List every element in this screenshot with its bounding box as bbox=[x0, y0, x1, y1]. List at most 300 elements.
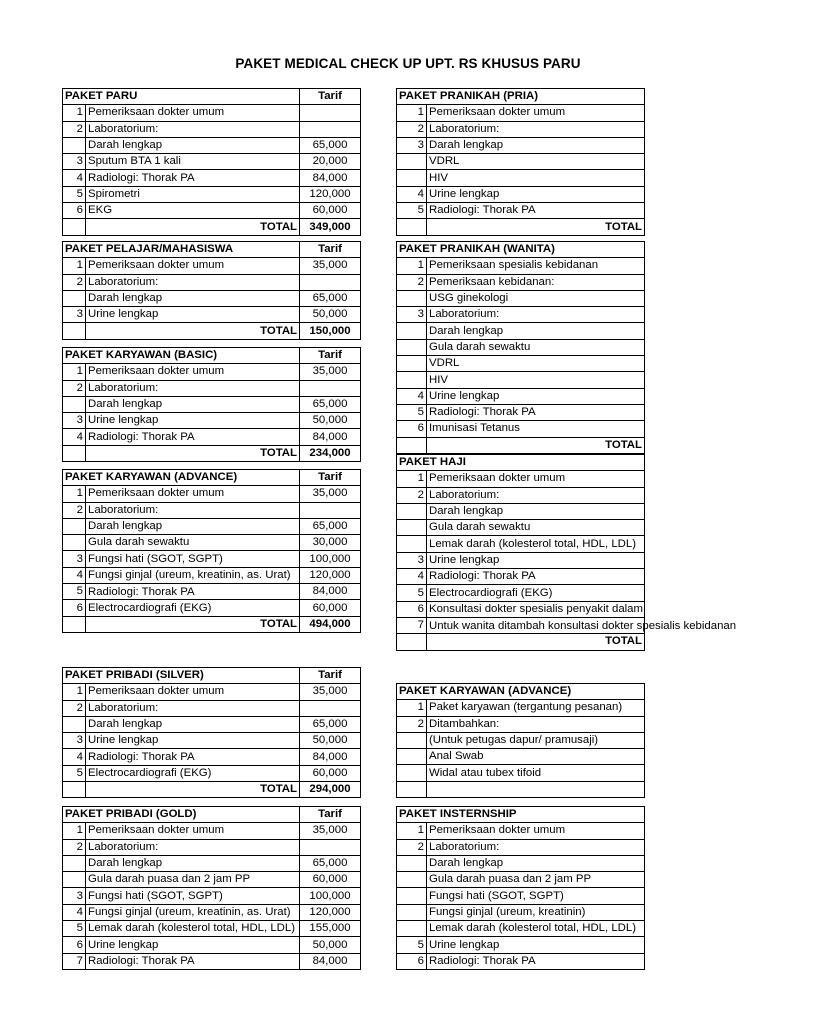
item-name: Untuk wanita ditambah konsultasi dokter spesialis kebidanan bbox=[427, 617, 645, 633]
item-name: Laboratorium: bbox=[86, 274, 300, 290]
table-row bbox=[63, 413, 361, 429]
item-name: Pemeriksaan dokter umum bbox=[86, 364, 300, 380]
item-name: Sputum BTA 1 kali bbox=[86, 154, 300, 170]
item-tarif bbox=[300, 502, 361, 518]
table-row bbox=[397, 585, 645, 601]
total-label: TOTAL bbox=[427, 437, 645, 453]
table-row bbox=[63, 258, 361, 274]
item-name: Darah lengkap bbox=[427, 137, 645, 153]
table-row bbox=[63, 137, 361, 153]
item-number: 4 bbox=[63, 567, 86, 583]
total-row bbox=[63, 219, 361, 235]
item-number bbox=[397, 732, 427, 748]
table-paket-haji bbox=[396, 454, 737, 651]
item-number bbox=[63, 518, 86, 534]
item-name: Pemeriksaan dokter umum bbox=[427, 105, 645, 121]
item-number: 3 bbox=[63, 733, 86, 749]
table-header-row bbox=[63, 807, 361, 823]
item-tarif: 84,000 bbox=[300, 584, 361, 600]
table-row bbox=[397, 186, 645, 202]
item-number: 3 bbox=[397, 137, 427, 153]
item-number: 7 bbox=[63, 953, 86, 969]
item-number bbox=[63, 855, 86, 871]
item-tarif: 155,000 bbox=[300, 921, 361, 937]
item-name: Electrocardiografi (EKG) bbox=[427, 585, 645, 601]
item-tarif: 50,000 bbox=[300, 937, 361, 953]
item-number bbox=[397, 323, 427, 339]
item-tarif: 84,000 bbox=[300, 953, 361, 969]
item-name: Darah lengkap bbox=[427, 503, 645, 519]
item-name: Laboratorium: bbox=[86, 121, 300, 137]
item-tarif: 35,000 bbox=[300, 823, 361, 839]
table-row bbox=[63, 600, 361, 616]
total-value: 349,000 bbox=[300, 219, 361, 235]
item-name: Pemeriksaan dokter umum bbox=[86, 684, 300, 700]
table-row bbox=[397, 872, 645, 888]
item-number: 2 bbox=[63, 839, 86, 855]
item-number bbox=[397, 855, 427, 871]
table-row bbox=[397, 503, 645, 519]
item-name: Ditambahkan: bbox=[427, 716, 645, 732]
item-name: Urine lengkap bbox=[86, 733, 300, 749]
item-number: 7 bbox=[397, 617, 427, 633]
item-name: Darah lengkap bbox=[86, 290, 300, 306]
table-row bbox=[397, 716, 645, 732]
item-number bbox=[397, 170, 427, 186]
item-number bbox=[63, 290, 86, 306]
item-name: Paket karyawan (tergantung pesanan) bbox=[427, 700, 645, 716]
item-tarif: 65,000 bbox=[300, 518, 361, 534]
item-number: 3 bbox=[63, 154, 86, 170]
item-number: 2 bbox=[63, 121, 86, 137]
item-name: Pemeriksaan kebidanan: bbox=[427, 274, 645, 290]
item-name: Fungsi ginjal (ureum, kreatinin) bbox=[427, 904, 645, 920]
item-number: 5 bbox=[63, 921, 86, 937]
item-number bbox=[397, 154, 427, 170]
item-name: Laboratorium: bbox=[427, 487, 645, 503]
item-name: Darah lengkap bbox=[86, 716, 300, 732]
total-label: TOTAL bbox=[86, 323, 300, 339]
item-tarif: 60,000 bbox=[300, 600, 361, 616]
item-name: (Untuk petugas dapur/ pramusaji) bbox=[427, 732, 645, 748]
table-row bbox=[397, 749, 645, 765]
table-row bbox=[63, 700, 361, 716]
table-row bbox=[397, 765, 645, 781]
item-number bbox=[397, 921, 427, 937]
item-tarif: 50,000 bbox=[300, 733, 361, 749]
item-name: Darah lengkap bbox=[86, 137, 300, 153]
table-row bbox=[63, 733, 361, 749]
item-name: Urine lengkap bbox=[427, 388, 645, 404]
table-paket-pranikah-pria bbox=[396, 88, 645, 236]
total-label: TOTAL bbox=[427, 219, 645, 235]
item-number: 3 bbox=[63, 307, 86, 323]
item-number: 2 bbox=[397, 839, 427, 855]
item-number: 6 bbox=[397, 601, 427, 617]
table-row bbox=[397, 137, 645, 153]
package-name: PAKET PRIBADI (GOLD) bbox=[63, 807, 300, 823]
item-name: Gula darah sewaktu bbox=[86, 535, 300, 551]
item-number: 2 bbox=[397, 121, 427, 137]
item-number: 6 bbox=[63, 937, 86, 953]
total-row bbox=[63, 445, 361, 461]
page-title: PAKET MEDICAL CHECK UP UPT. RS KHUSUS PARU bbox=[235, 56, 581, 71]
item-number: 5 bbox=[63, 186, 86, 202]
table-row bbox=[397, 258, 645, 274]
item-name: Radiologi: Thorak PA bbox=[86, 429, 300, 445]
item-tarif: 100,000 bbox=[300, 888, 361, 904]
table-row bbox=[397, 921, 645, 937]
table-row bbox=[397, 569, 645, 585]
item-number: 6 bbox=[63, 203, 86, 219]
item-name: VDRL bbox=[427, 356, 645, 372]
item-number: 5 bbox=[63, 765, 86, 781]
item-name: Radiologi: Thorak PA bbox=[427, 569, 645, 585]
table-row bbox=[397, 700, 645, 716]
table-row bbox=[63, 855, 361, 871]
item-number: 3 bbox=[63, 413, 86, 429]
table-paket-karyawan-basic bbox=[62, 347, 361, 462]
item-name: Urine lengkap bbox=[427, 937, 645, 953]
item-number: 6 bbox=[397, 953, 427, 969]
table-row bbox=[63, 186, 361, 202]
table-row bbox=[397, 781, 645, 797]
item-name: Gula darah sewaktu bbox=[427, 339, 645, 355]
item-tarif: 35,000 bbox=[300, 684, 361, 700]
item-name: Lemak darah (kolesterol total, HDL, LDL) bbox=[86, 921, 300, 937]
item-number bbox=[63, 716, 86, 732]
item-tarif: 30,000 bbox=[300, 535, 361, 551]
item-name: Laboratorium: bbox=[427, 307, 645, 323]
package-name: PAKET PARU bbox=[63, 89, 300, 105]
item-name: Pemeriksaan dokter umum bbox=[427, 823, 645, 839]
table-row bbox=[397, 154, 645, 170]
table-row bbox=[397, 105, 645, 121]
item-number bbox=[63, 535, 86, 551]
item-number: 5 bbox=[397, 585, 427, 601]
item-name: Gula darah puasa dan 2 jam PP bbox=[427, 872, 645, 888]
total-value: 294,000 bbox=[300, 782, 361, 798]
item-tarif: 100,000 bbox=[300, 551, 361, 567]
item-name: Radiologi: Thorak PA bbox=[86, 584, 300, 600]
table-row bbox=[397, 953, 645, 969]
item-name: Laboratorium: bbox=[86, 380, 300, 396]
item-number: 1 bbox=[397, 105, 427, 121]
item-number: 6 bbox=[397, 421, 427, 437]
item-number bbox=[397, 520, 427, 536]
table-row bbox=[63, 567, 361, 583]
item-name: Urine lengkap bbox=[86, 937, 300, 953]
table-row bbox=[63, 396, 361, 412]
item-number bbox=[397, 888, 427, 904]
table-row bbox=[63, 584, 361, 600]
item-number: 4 bbox=[397, 388, 427, 404]
item-tarif: 65,000 bbox=[300, 290, 361, 306]
item-name: Fungsi hati (SGOT, SGPT) bbox=[86, 551, 300, 567]
item-name: Laboratorium: bbox=[86, 700, 300, 716]
item-name: Urine lengkap bbox=[86, 413, 300, 429]
item-name: Pemeriksaan dokter umum bbox=[86, 486, 300, 502]
item-number bbox=[397, 503, 427, 519]
table-paket-pribadi-gold bbox=[62, 806, 361, 970]
table-header-row bbox=[63, 470, 361, 486]
table-row bbox=[397, 601, 645, 617]
item-number bbox=[397, 749, 427, 765]
table-header-row bbox=[397, 807, 645, 823]
item-number bbox=[397, 872, 427, 888]
table-row bbox=[397, 471, 645, 487]
item-name: Laboratorium: bbox=[86, 502, 300, 518]
item-number: 4 bbox=[63, 429, 86, 445]
item-number: 5 bbox=[63, 584, 86, 600]
blank-cell bbox=[397, 634, 427, 650]
item-number: 2 bbox=[63, 502, 86, 518]
item-name: Darah lengkap bbox=[86, 396, 300, 412]
item-tarif: 60,000 bbox=[300, 203, 361, 219]
table-row bbox=[63, 307, 361, 323]
item-name: Electrocardiografi (EKG) bbox=[86, 600, 300, 616]
item-tarif: 35,000 bbox=[300, 364, 361, 380]
item-number: 4 bbox=[397, 569, 427, 585]
item-name: Gula darah sewaktu bbox=[427, 520, 645, 536]
item-number: 1 bbox=[63, 486, 86, 502]
item-tarif bbox=[300, 839, 361, 855]
item-tarif: 120,000 bbox=[300, 186, 361, 202]
table-header-row bbox=[397, 684, 645, 700]
item-number: 3 bbox=[397, 552, 427, 568]
table-header-row bbox=[63, 242, 361, 258]
item-number: 2 bbox=[397, 487, 427, 503]
total-row bbox=[397, 219, 645, 235]
table-row bbox=[63, 765, 361, 781]
item-number: 4 bbox=[63, 904, 86, 920]
item-number bbox=[397, 339, 427, 355]
total-row bbox=[63, 782, 361, 798]
tarif-header: Tarif bbox=[300, 348, 361, 364]
table-header-row bbox=[397, 242, 645, 258]
item-number: 1 bbox=[63, 258, 86, 274]
item-tarif: 84,000 bbox=[300, 429, 361, 445]
item-name: Pemeriksaan dokter umum bbox=[86, 258, 300, 274]
package-name: PAKET KARYAWAN (ADVANCE) bbox=[397, 684, 645, 700]
item-name: Pemeriksaan dokter umum bbox=[86, 823, 300, 839]
total-label: TOTAL bbox=[86, 445, 300, 461]
table-row bbox=[397, 732, 645, 748]
table-row bbox=[63, 535, 361, 551]
item-tarif: 120,000 bbox=[300, 904, 361, 920]
item-name: Radiologi: Thorak PA bbox=[427, 953, 645, 969]
table-row bbox=[63, 502, 361, 518]
item-tarif bbox=[300, 121, 361, 137]
item-number: 4 bbox=[397, 186, 427, 202]
item-number: 3 bbox=[63, 551, 86, 567]
item-name: Laboratorium: bbox=[427, 121, 645, 137]
item-name: Widal atau tubex tifoid bbox=[427, 765, 645, 781]
blank-cell bbox=[63, 782, 86, 798]
item-tarif: 60,000 bbox=[300, 765, 361, 781]
item-tarif: 35,000 bbox=[300, 258, 361, 274]
item-number bbox=[397, 781, 427, 797]
package-name: PAKET PELAJAR/MAHASISWA bbox=[63, 242, 300, 258]
item-name: Fungsi ginjal (ureum, kreatinin, as. Urat) bbox=[86, 567, 300, 583]
table-paket-pelajar bbox=[62, 241, 361, 340]
item-number: 1 bbox=[63, 364, 86, 380]
table-row bbox=[63, 518, 361, 534]
blank-cell bbox=[63, 219, 86, 235]
table-row bbox=[397, 552, 645, 568]
table-row bbox=[63, 684, 361, 700]
item-name: Lemak darah (kolesterol total, HDL, LDL) bbox=[427, 921, 645, 937]
table-row bbox=[397, 937, 645, 953]
item-tarif: 65,000 bbox=[300, 396, 361, 412]
table-row bbox=[63, 904, 361, 920]
table-paket-karyawan-advance-2 bbox=[396, 683, 645, 798]
item-number: 1 bbox=[397, 823, 427, 839]
table-row bbox=[397, 388, 645, 404]
item-tarif: 50,000 bbox=[300, 307, 361, 323]
table-row bbox=[397, 290, 645, 306]
blank-cell bbox=[63, 323, 86, 339]
item-number: 3 bbox=[63, 888, 86, 904]
table-row bbox=[397, 536, 645, 552]
package-name: PAKET KARYAWAN (BASIC) bbox=[63, 348, 300, 364]
item-name: Electrocardiografi (EKG) bbox=[86, 765, 300, 781]
tarif-header: Tarif bbox=[300, 668, 361, 684]
item-name: Urine lengkap bbox=[427, 552, 645, 568]
item-name: USG ginekologi bbox=[427, 290, 645, 306]
table-row bbox=[63, 203, 361, 219]
item-tarif bbox=[300, 274, 361, 290]
item-number: 2 bbox=[63, 700, 86, 716]
blank-cell bbox=[63, 616, 86, 632]
item-number bbox=[63, 872, 86, 888]
tarif-header: Tarif bbox=[300, 470, 361, 486]
item-name: Konsultasi dokter spesialis penyakit dalam bbox=[427, 601, 645, 617]
table-header-row bbox=[397, 89, 645, 105]
item-tarif: 20,000 bbox=[300, 154, 361, 170]
total-label: TOTAL bbox=[86, 219, 300, 235]
table-row bbox=[397, 203, 645, 219]
item-name: HIV bbox=[427, 372, 645, 388]
item-tarif: 65,000 bbox=[300, 855, 361, 871]
table-header-row bbox=[63, 89, 361, 105]
item-name: Radiologi: Thorak PA bbox=[86, 749, 300, 765]
table-row bbox=[63, 749, 361, 765]
table-paket-paru bbox=[62, 88, 361, 236]
table-paket-karyawan-advance bbox=[62, 469, 361, 633]
item-name bbox=[427, 781, 645, 797]
blank-cell bbox=[63, 445, 86, 461]
item-tarif: 65,000 bbox=[300, 716, 361, 732]
item-name: Radiologi: Thorak PA bbox=[427, 404, 645, 420]
table-row bbox=[63, 274, 361, 290]
item-number bbox=[63, 137, 86, 153]
table-row bbox=[397, 339, 645, 355]
package-name: PAKET PRANIKAH (PRIA) bbox=[397, 89, 645, 105]
table-row bbox=[63, 121, 361, 137]
tarif-header: Tarif bbox=[300, 89, 361, 105]
item-tarif bbox=[300, 380, 361, 396]
item-number: 1 bbox=[397, 700, 427, 716]
table-row bbox=[397, 404, 645, 420]
table-row bbox=[397, 372, 645, 388]
item-name: Radiologi: Thorak PA bbox=[86, 170, 300, 186]
item-name: Imunisasi Tetanus bbox=[427, 421, 645, 437]
item-number: 1 bbox=[63, 105, 86, 121]
item-name: Anal Swab bbox=[427, 749, 645, 765]
package-name: PAKET PRIBADI (SILVER) bbox=[63, 668, 300, 684]
item-number: 1 bbox=[397, 471, 427, 487]
table-row bbox=[63, 921, 361, 937]
table-row bbox=[397, 323, 645, 339]
item-number: 4 bbox=[63, 749, 86, 765]
package-name: PAKET HAJI bbox=[397, 455, 645, 471]
item-name: Spirometri bbox=[86, 186, 300, 202]
item-name: HIV bbox=[427, 170, 645, 186]
table-row bbox=[63, 839, 361, 855]
table-row bbox=[63, 170, 361, 186]
item-number bbox=[397, 356, 427, 372]
table-row bbox=[397, 170, 645, 186]
table-row bbox=[397, 356, 645, 372]
table-paket-pranikah-wanita bbox=[396, 241, 645, 454]
table-row bbox=[63, 380, 361, 396]
table-row bbox=[63, 364, 361, 380]
total-row bbox=[63, 616, 361, 632]
item-number bbox=[63, 396, 86, 412]
blank-cell bbox=[397, 219, 427, 235]
table-row bbox=[397, 855, 645, 871]
item-name: Darah lengkap bbox=[427, 323, 645, 339]
table-row bbox=[397, 617, 645, 633]
item-name: Laboratorium: bbox=[427, 839, 645, 855]
table-row bbox=[63, 154, 361, 170]
total-value: 494,000 bbox=[300, 616, 361, 632]
table-paket-pribadi-silver bbox=[62, 667, 361, 798]
item-name: Fungsi hati (SGOT, SGPT) bbox=[427, 888, 645, 904]
item-number: 2 bbox=[63, 380, 86, 396]
item-number bbox=[397, 904, 427, 920]
item-tarif: 84,000 bbox=[300, 749, 361, 765]
total-row bbox=[63, 323, 361, 339]
item-tarif: 65,000 bbox=[300, 137, 361, 153]
table-row bbox=[397, 520, 645, 536]
table-row bbox=[397, 823, 645, 839]
table-row bbox=[63, 290, 361, 306]
tarif-header: Tarif bbox=[300, 242, 361, 258]
table-row bbox=[63, 105, 361, 121]
item-number: 2 bbox=[397, 274, 427, 290]
item-name: Fungsi hati (SGOT, SGPT) bbox=[86, 888, 300, 904]
table-header-row bbox=[63, 668, 361, 684]
item-name: Urine lengkap bbox=[86, 307, 300, 323]
table-row bbox=[397, 121, 645, 137]
table-row bbox=[63, 937, 361, 953]
item-tarif: 35,000 bbox=[300, 486, 361, 502]
item-name: Radiologi: Thorak PA bbox=[427, 203, 645, 219]
item-number: 3 bbox=[397, 307, 427, 323]
package-name: PAKET PRANIKAH (WANITA) bbox=[397, 242, 645, 258]
package-name: PAKET KARYAWAN (ADVANCE) bbox=[63, 470, 300, 486]
item-name: Darah lengkap bbox=[427, 855, 645, 871]
item-name: Lemak darah (kolesterol total, HDL, LDL) bbox=[427, 536, 645, 552]
table-row bbox=[63, 888, 361, 904]
table-row bbox=[397, 839, 645, 855]
item-name: EKG bbox=[86, 203, 300, 219]
item-tarif: 60,000 bbox=[300, 872, 361, 888]
item-name: Darah lengkap bbox=[86, 518, 300, 534]
blank-cell bbox=[397, 437, 427, 453]
